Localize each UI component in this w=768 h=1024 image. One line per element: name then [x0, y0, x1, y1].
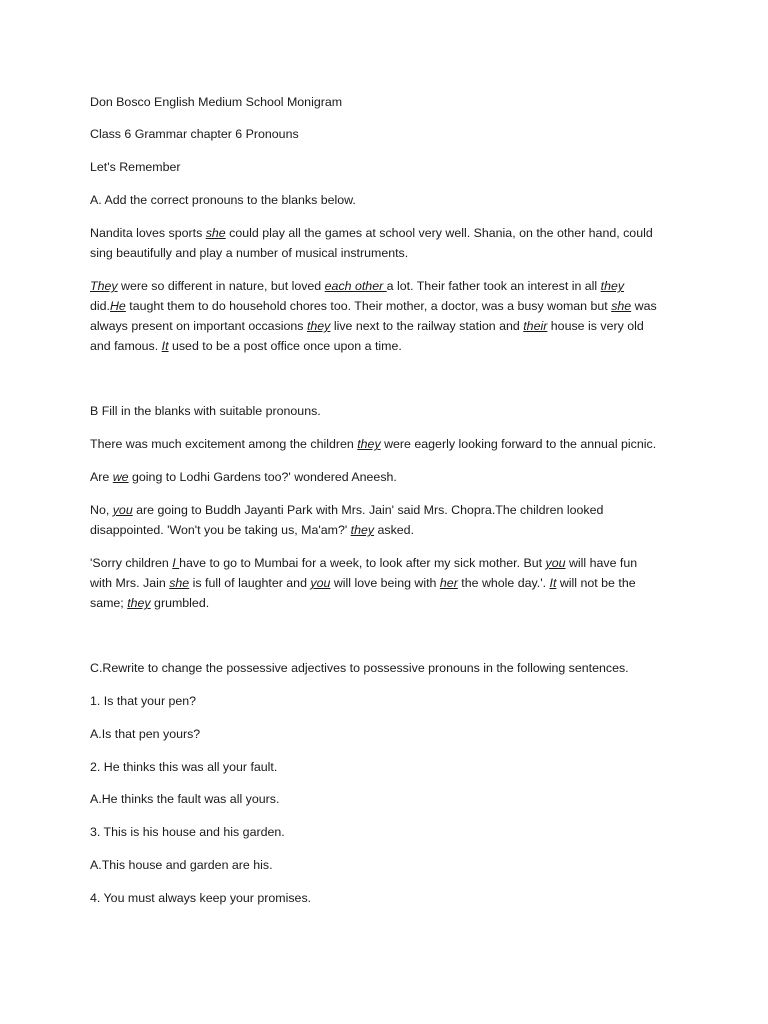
text-run: have to go to Mumbai for a week, to look after my sick mother. But — [179, 556, 546, 570]
text-run: will have fun — [565, 556, 638, 570]
text-run: a lot. Their father took an interest in all — [386, 279, 601, 293]
answer-pronoun: I — [172, 556, 180, 570]
text-run: Are — [90, 470, 113, 484]
answer-pronoun: they — [357, 437, 381, 451]
section-b-paragraph-3 — [90, 500, 603, 540]
text-run: did. — [90, 299, 110, 313]
section-a-paragraph-2 — [90, 276, 657, 356]
text-run: asked. — [374, 523, 415, 537]
text-run: taught them to do household chores too. Their mother, a doctor, was a busy woman but — [125, 299, 612, 313]
text-run: sing beautifully and play a number of musical instruments. — [90, 246, 409, 260]
section-c-item: 4. You must always keep your promises. — [90, 891, 312, 905]
text-run: going to Lodhi Gardens too?' wondered Aneesh. — [128, 470, 397, 484]
text-run: the whole day.'. — [457, 576, 550, 590]
text-run: will love being with — [330, 576, 440, 590]
text-run: grumbled. — [150, 596, 210, 610]
section-a-instruction: A. Add the correct pronouns to the blanks below. — [90, 193, 356, 207]
text-run: house is very old — [547, 319, 644, 333]
text-run: are going to Buddh Jayanti Park with Mrs. Jain' said Mrs. Chopra.The children looked — [132, 503, 604, 517]
text-run: and famous. — [90, 339, 162, 353]
answer-pronoun: she — [205, 226, 226, 240]
section-a-paragraph-1 — [90, 223, 653, 263]
answer-pronoun: they — [600, 279, 625, 293]
chapter-title: Class 6 Grammar chapter 6 Pronouns — [90, 127, 299, 141]
answer-pronoun: they — [127, 596, 151, 610]
section-c-item: 1. Is that your pen? — [90, 694, 197, 708]
section-c-instruction: C.Rewrite to change the possessive adjectives to possessive pronouns in the following sentences. — [90, 661, 629, 675]
text-run: were eagerly looking forward to the annual picnic. — [380, 437, 657, 451]
answer-pronoun: He — [109, 299, 126, 313]
section-heading: Let's Remember — [90, 160, 181, 174]
answer-pronoun: each other — [324, 279, 387, 293]
text-run: will not be the — [556, 576, 636, 590]
text-run: could play all the games at school very well. Shania, on the other hand, could — [225, 226, 653, 240]
answer-pronoun: we — [112, 470, 129, 484]
answer-pronoun: her — [439, 576, 458, 590]
answer-pronoun: she — [169, 576, 190, 590]
answer-pronoun: they — [350, 523, 375, 537]
school-name: Don Bosco English Medium School Monigram — [90, 95, 343, 109]
text-run: live next to the railway station and — [330, 319, 524, 333]
text-run: same; — [90, 596, 128, 610]
section-b-paragraph-1 — [90, 434, 656, 454]
text-run: were so different in nature, but loved — [117, 279, 325, 293]
answer-pronoun: she — [611, 299, 632, 313]
answer-pronoun: you — [310, 576, 331, 590]
text-run: Nandita loves sports — [90, 226, 206, 240]
answer-pronoun: they — [306, 319, 331, 333]
section-c-item: 3. This is his house and his garden. — [90, 825, 285, 839]
answer-pronoun: you — [545, 556, 566, 570]
answer-pronoun: It — [549, 576, 557, 590]
text-run: No, — [90, 503, 113, 517]
section-c-item: A.Is that pen yours? — [90, 727, 201, 741]
section-b-paragraph-4 — [90, 553, 637, 613]
text-run: always present on important occasions — [90, 319, 307, 333]
text-run: disappointed. 'Won't you be taking us, Ma'am?' — [90, 523, 351, 537]
answer-pronoun: They — [90, 279, 118, 293]
text-run: used to be a post office once upon a time. — [168, 339, 402, 353]
answer-pronoun: you — [112, 503, 133, 517]
section-b-instruction: B Fill in the blanks with suitable pronouns. — [90, 404, 321, 418]
text-run: 'Sorry children — [90, 556, 173, 570]
answer-pronoun: It — [161, 339, 169, 353]
text-run: was — [631, 299, 657, 313]
section-c-item: A.He thinks the fault was all yours. — [90, 792, 280, 806]
section-c-item: 2. He thinks this was all your fault. — [90, 760, 278, 774]
text-run: There was much excitement among the children — [90, 437, 358, 451]
answer-pronoun: their — [523, 319, 548, 333]
section-b-paragraph-2 — [90, 467, 397, 487]
section-c-item: A.This house and garden are his. — [90, 858, 273, 872]
text-run: with Mrs. Jain — [90, 576, 170, 590]
text-run: is full of laughter and — [189, 576, 311, 590]
